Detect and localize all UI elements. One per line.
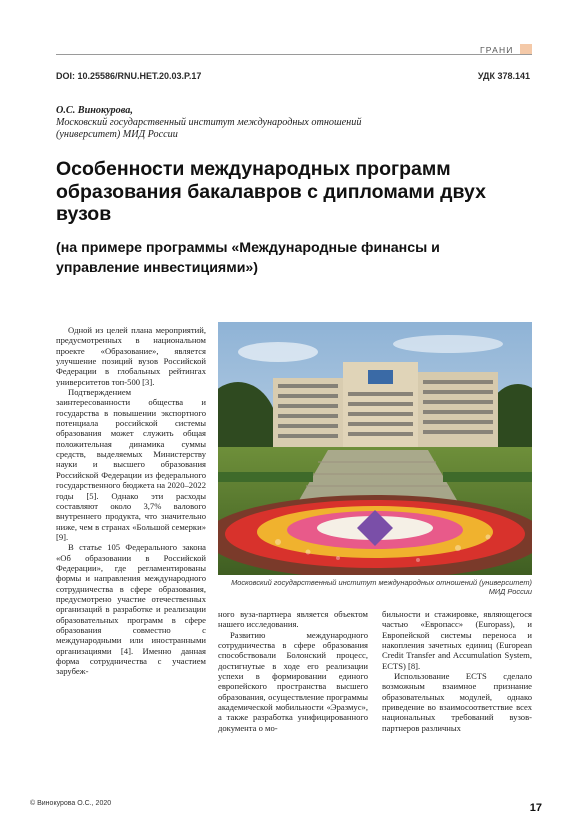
section-color-marker	[520, 44, 532, 54]
author-name: О.С. Винокурова,	[56, 105, 133, 116]
paragraph: В статье 105 Федерального закона «Об образовании в Российской Федерации», где регламентированы формы и направления международного сотрудничества в сфере образования, предусмотрено участие отечественных организаций в разработке и реализации образовательных программ в сфере образования совместно с международными или иностранными организациями [4]. Именно данная форма сотрудничества с участием зарубеж-	[56, 542, 206, 677]
text-column-2	[218, 609, 368, 733]
paragraph: Развитию международного сотрудничества в сфере образования способствовали Болонский процесс, достигнутые в ходе его реализации успехи в формировании единого европейского пространства высшего образования, осуществление программы академической мобильности «Эразмус», а также разработка унифицированного документа о мо-	[218, 629, 368, 733]
udk-label: УДК 378.141	[477, 71, 530, 81]
photo-caption: Московский государственный институт международных отношений (университет) МИД России	[231, 578, 532, 597]
doi-label: DOI: 10.25586/RNU.HET.20.03.P.17	[56, 71, 202, 81]
author-block	[56, 105, 386, 141]
paragraph: Одной из целей плана мероприятий, предусмотренных в национальном проекте «Образование», является улучшение позиций вузов Российской Федерации в глобальных рейтингах университетов топ-500 [3].	[56, 325, 206, 387]
section-label: ГРАНИ	[480, 45, 514, 55]
paragraph-continuation: ного вуза-партнера является объектом нашего исследования.	[218, 609, 368, 630]
page-number: 17	[529, 802, 542, 814]
building-photo	[218, 322, 532, 575]
paragraph: Использование ECTS сделало возможным взаимное признание образовательных модулей, однако приведение во взаимосоответствие всех национальных требований вузов-партнеров различных	[382, 671, 532, 733]
text-column-1	[56, 325, 206, 677]
article-subtitle: (на примере программы «Международные финансы и управление инвестициями»)	[56, 240, 440, 276]
copyright-notice: © Винокурова О.С., 2020	[30, 800, 112, 807]
paragraph: Подтверждением заинтересованности общества и государства в повышении экспортного потенциала российской системы образования может служить общая положительная динамика суммы средств, выделяемых Министерству науки и высшего образования Российской Федерации из федерального государственного бюджета на 2020–2022 годы [5]. Однако эти расходы составляют около 3,7% валового внутреннего продукта, что значительно ниже, чем в странах «Большой семерки» [9].	[56, 387, 206, 542]
article-title: Особенности международных программ образования бакалавров с дипломами двух вузов	[56, 158, 486, 225]
author-affiliation: Московский государственный институт международных отношений (университет) МИД России	[56, 117, 362, 140]
text-column-3	[382, 609, 532, 733]
paragraph-continuation: бильности и стажировке, являющегося частью «Европасс» (Europass), и Европейской системы переноса и накопления зачетных единиц (European Credit Transfer and Accumulation System, ECTS) [8].	[382, 609, 532, 671]
header-rule	[56, 54, 532, 55]
